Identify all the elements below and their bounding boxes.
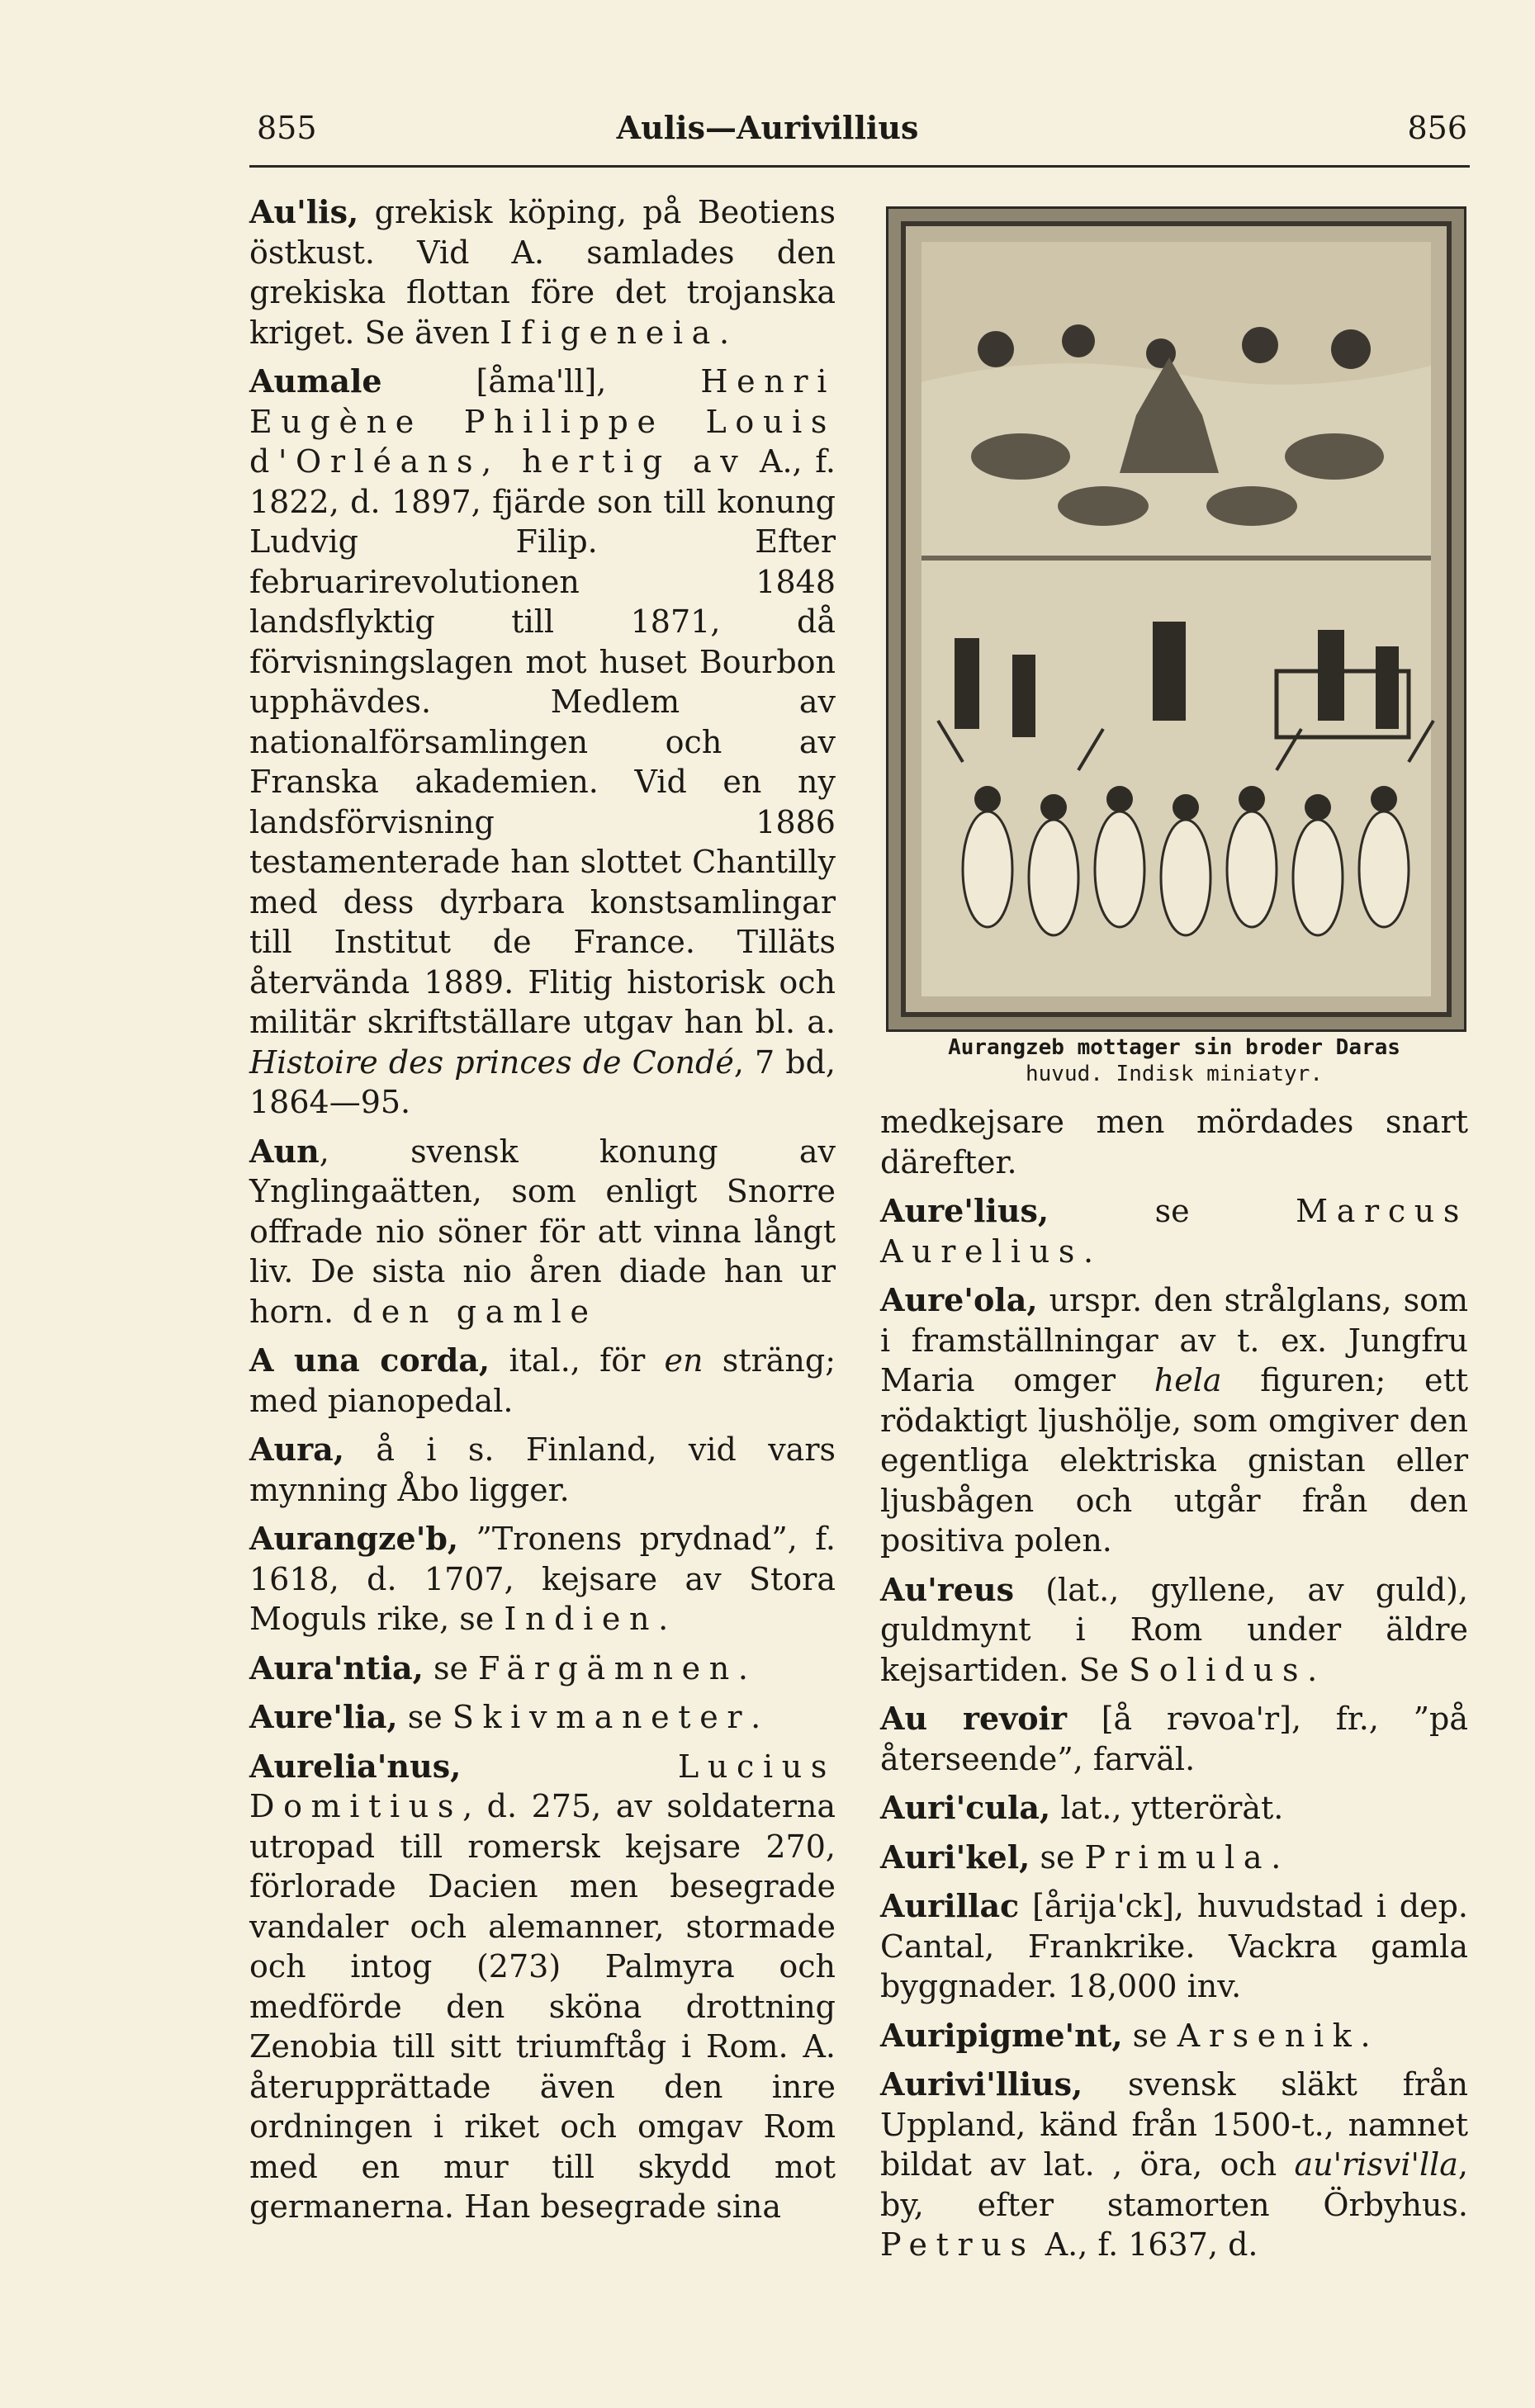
dictionary-entry bbox=[249, 1519, 836, 1639]
entry-headword: Aurivi'llius, bbox=[880, 2065, 1083, 2103]
entry-text: A., f. 1637, d. bbox=[1035, 2226, 1258, 2263]
entry-text: . bbox=[718, 314, 730, 351]
right-page-number: 856 bbox=[1407, 110, 1467, 146]
entry-reference: Marcus Aurelius bbox=[880, 1193, 1468, 1270]
entry-headword: Aure'ola, bbox=[880, 1281, 1038, 1318]
entry-text: svensk släkt från Uppland, känd från 1500-t., namnet bildat av lat. bbox=[880, 2066, 1468, 2183]
entry-text: , svensk konung av Ynglingaätten, som enligt Snorre offrade nio söner för att vinna långt liv. De sista nio åren diade han ur horn. bbox=[249, 1133, 836, 1330]
entry-text: se bbox=[397, 1699, 452, 1735]
entry-italic: au'ris bbox=[1294, 2146, 1383, 2183]
entry-italic: Histoire des princes de Condé bbox=[249, 1043, 734, 1081]
entry-text: sträng; med pianopedal. bbox=[249, 1342, 836, 1419]
dictionary-entry bbox=[880, 1191, 1468, 1271]
entry-spaced-name: Henri Eugène Philippe Louis d'Orléans, hertig av bbox=[249, 363, 836, 480]
entry-text: . bbox=[1083, 1232, 1094, 1270]
entry-text: , 7 bd, 1864—95. bbox=[249, 1043, 836, 1120]
page-header bbox=[0, 107, 1535, 157]
entry-reference: Ifigeneia bbox=[500, 314, 719, 351]
dictionary-entry bbox=[249, 362, 836, 1123]
entry-headword: Au'reus bbox=[880, 1570, 1014, 1608]
entry-text: ital., för bbox=[490, 1342, 665, 1379]
entry-reference: Solidus bbox=[1129, 1651, 1308, 1688]
dictionary-entry bbox=[249, 1341, 836, 1421]
dictionary-entry bbox=[249, 1747, 836, 2227]
dictionary-entry bbox=[880, 1788, 1468, 1828]
entry-text: , d. 275, av soldaterna utropad till romersk kejsare 270, förlorade Dacien men besegrade vandaler och alemanner, stormade och intog (273) Palmyra och medförde den sköna drottning Zenobia till sitt triumftåg i Rom. A. återupprättade även den inre ordningen i riket och omgav Rom med en mur till skydd mot germanerna. Han besegrade sina bbox=[249, 1788, 836, 2225]
entry-text: [å rəvoa'r], fr., ”på återseende”, farväl. bbox=[880, 1701, 1469, 1777]
entry-text: se bbox=[1049, 1193, 1296, 1229]
entry-text: A., f. 1822, d. 1897, fjärde son till konung Ludvig Filip. Efter februarirevolutionen 1848 landsflyktig till 1871, då förvisningslagen mot huset Bourbon upphävdes. Medlem av nationalförsamlingen och av Franska akademien. Vid en ny landsförvisning 1886 testamenterade han slottet Chantilly med dess dyrbara konstsamlingar till Institut de France. Tilläts återvända 1889. Flitig historisk och militär skriftställare utgav han bl. a. bbox=[249, 443, 836, 1040]
entry-headword: Aumale bbox=[249, 362, 382, 400]
entry-reference: Indien bbox=[504, 1601, 659, 1637]
left-page-number: 855 bbox=[257, 110, 317, 146]
entry-text: . bbox=[1271, 1838, 1282, 1876]
dictionary-entry bbox=[249, 1649, 836, 1689]
entry-headword: Aure'lius, bbox=[880, 1192, 1049, 1229]
entry-headword: Aurangze'b, bbox=[249, 1520, 459, 1557]
entry-italic: en bbox=[664, 1342, 704, 1379]
caption-line-1: Aurangzeb mottager sin broder Daras bbox=[948, 1035, 1400, 1060]
header-rule bbox=[249, 165, 1470, 168]
entry-reference: Skivmaneter bbox=[452, 1699, 751, 1735]
entry-text: ”Tronens prydnad”, f. 1618, d. 1707, kejsare av Stora Moguls rike, se bbox=[249, 1521, 836, 1637]
dictionary-entry bbox=[880, 1570, 1468, 1691]
dictionary-entry bbox=[880, 2016, 1468, 2056]
dictionary-entry bbox=[880, 2065, 1468, 2265]
left-column bbox=[249, 192, 836, 2236]
entry-italic: hela bbox=[1154, 1362, 1222, 1398]
entry-headword: Aurelia'nus, bbox=[249, 1747, 462, 1785]
entry-headword: Aurillac bbox=[880, 1887, 1020, 1924]
dictionary-entry bbox=[880, 1102, 1468, 1182]
entry-text bbox=[461, 1748, 678, 1785]
miniature-image bbox=[888, 209, 1464, 1029]
entry-reference: Arsenik bbox=[1177, 2017, 1361, 2054]
entry-headword: Au'lis, bbox=[249, 193, 359, 230]
running-title: Aulis—Aurivillius bbox=[616, 109, 919, 146]
entry-text: (lat., gyllene, av guld), guldmynt i Rom under äldre kejsartiden. Se bbox=[880, 1571, 1468, 1688]
entry-headword: Auri'cula, bbox=[880, 1789, 1051, 1826]
entry-headword: Aura'ntia, bbox=[249, 1649, 424, 1687]
entry-italic: vi'lla bbox=[1382, 2146, 1458, 2183]
dictionary-entry bbox=[880, 1838, 1468, 1878]
entry-text: se bbox=[1030, 1838, 1085, 1876]
entry-text: urspr. den strålglans, som i framställningar av t. ex. Jungfru Maria omger bbox=[880, 1282, 1468, 1398]
entry-headword: Auripigme'nt, bbox=[880, 2016, 1123, 2054]
dictionary-entry bbox=[880, 1886, 1468, 2007]
entry-text: , öra, och bbox=[1112, 2146, 1295, 2183]
right-column bbox=[880, 1102, 1468, 2274]
entry-headword: Aun bbox=[249, 1132, 320, 1170]
entry-text: medkejsare men mördades snart därefter. bbox=[880, 1104, 1468, 1180]
entry-reference: Primula bbox=[1084, 1838, 1272, 1876]
entry-spaced-name: den gamle bbox=[334, 1293, 598, 1330]
figure-caption bbox=[880, 1034, 1468, 1087]
entry-text: se bbox=[1122, 2017, 1177, 2054]
entry-text: , by, efter stamorten Örbyhus. bbox=[880, 2146, 1469, 2223]
entry-text: å i s. Finland, vid vars mynning Åbo ligger. bbox=[249, 1431, 836, 1508]
entry-text: [årija'ck], huvudstad i dep. Cantal, Frankrike. Vackra gamla byggnader. 18,000 inv. bbox=[880, 1888, 1468, 2004]
entry-text: [åma'll], bbox=[381, 363, 701, 400]
entry-text: . bbox=[1360, 2017, 1371, 2054]
entry-text: . bbox=[1307, 1651, 1318, 1688]
entry-spaced-name: Lucius Domitius bbox=[249, 1748, 836, 1824]
entry-spaced-name: Petrus bbox=[880, 2226, 1035, 2263]
entry-text: lat., ytteröràt. bbox=[1050, 1790, 1284, 1826]
entry-text: grekisk köping, på Beotiens östkust. Vid A. samlades den grekiska flottan före det trojanska kriget. Se även bbox=[249, 194, 836, 351]
entry-headword: Au revoir bbox=[880, 1700, 1068, 1737]
dictionary-entry bbox=[249, 192, 836, 352]
entry-text: se bbox=[423, 1649, 479, 1687]
caption-line-2: huvud. Indisk miniatyr. bbox=[1025, 1062, 1324, 1086]
entry-reference: Färgämnen bbox=[478, 1649, 738, 1687]
dictionary-entry bbox=[249, 1697, 836, 1738]
entry-text: . bbox=[751, 1699, 761, 1735]
entry-headword: Aure'lia, bbox=[249, 1698, 398, 1735]
dictionary-entry bbox=[880, 1280, 1468, 1561]
entry-headword: Aura, bbox=[249, 1431, 344, 1468]
entry-headword: Auri'kel, bbox=[880, 1838, 1030, 1876]
entry-text: . bbox=[658, 1601, 669, 1637]
entry-headword: A una corda, bbox=[249, 1341, 490, 1379]
dictionary-entry bbox=[249, 1132, 836, 1332]
entry-text: figuren; ett rödaktigt ljushölje, som omgiver den egentliga elektriska gnistan eller ljusbågen och utgår från den positiva polen. bbox=[880, 1362, 1468, 1559]
dictionary-entry bbox=[249, 1430, 836, 1510]
entry-text: . bbox=[737, 1649, 748, 1687]
miniature-illustration bbox=[886, 206, 1466, 1032]
dictionary-entry bbox=[880, 1699, 1468, 1779]
